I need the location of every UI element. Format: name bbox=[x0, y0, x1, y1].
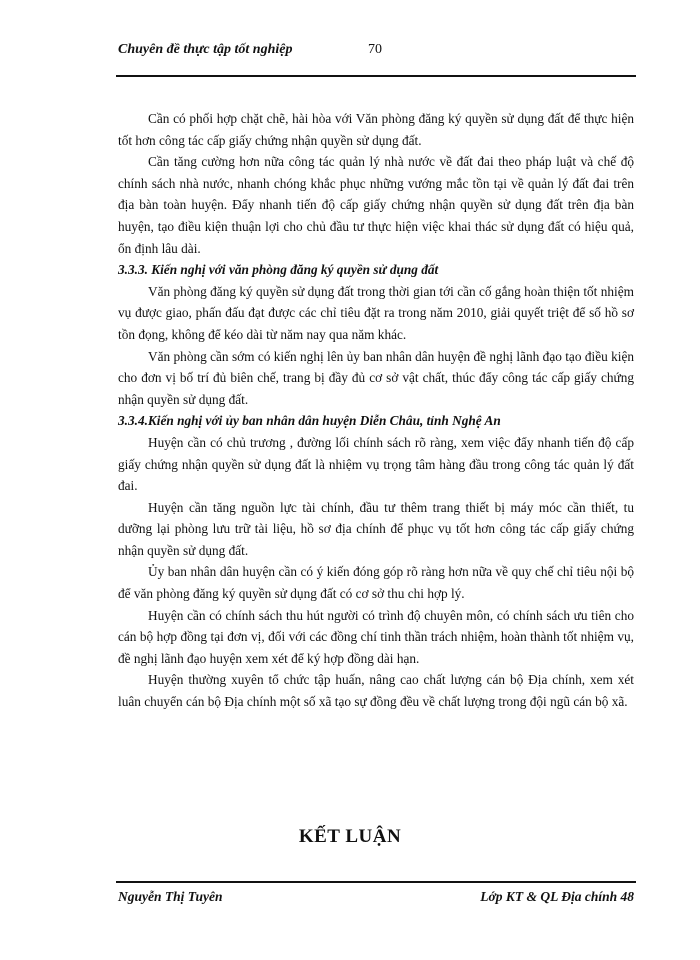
paragraph: Huyện cần có chủ trương , đường lối chính sách rõ ràng, xem việc đẩy nhanh tiến độ cấp giấy chứng nhận quyền sử dụng đất là nhiệm vụ trọng tâm hàng đầu trong công tác quản lý đất đai. bbox=[118, 434, 634, 494]
paragraph: Huyện cần tăng nguồn lực tài chính, đầu tư thêm trang thiết bị máy móc cần thiết, tu dưỡng lại phòng lưu trữ tài liệu, hồ sơ địa chính để phục vụ tốt hơn công tác cấp giấy chứng nhận quyền sử dụng đất. bbox=[118, 499, 634, 558]
document-body bbox=[118, 108, 634, 713]
header-title: Chuyên đề thực tập tốt nghiệp bbox=[118, 42, 293, 57]
section-heading-3-3-3: 3.3.3. Kiến nghị với văn phòng đăng ký quyền sử dụng đất bbox=[118, 262, 439, 278]
paragraph: Cần có phối hợp chặt chẽ, hài hòa với Văn phòng đăng ký quyền sử dụng đất để thực hiện tốt hơn công tác cấp giấy chứng nhận quyền sử dụng đất. bbox=[118, 111, 634, 148]
footer-author: Nguyễn Thị Tuyên bbox=[118, 889, 223, 904]
footer-rule bbox=[116, 881, 636, 883]
footer-class: Lớp KT & QL Địa chính 48 bbox=[480, 889, 634, 904]
paragraph: Huyện cần có chính sách thu hút người có trình độ chuyên môn, có chính sách ưu tiên cho cán bộ hợp đồng tại đơn vị, đối với các đồng chí tinh thần trách nhiệm, hoàn thành tốt nhiệm vụ, đề nghị lãnh đạo huyện xem xét để ký hợp đồng dài hạn. bbox=[118, 607, 634, 666]
paragraph: Văn phòng đăng ký quyền sử dụng đất trong thời gian tới cần cố gắng hoàn thiện tốt nhiệm vụ được giao, phấn đấu đạt được các chỉ tiêu đặt ra trong năm 2010, giải quyết triệt để số hồ sơ tồn đọng, không để kéo dài từ năm nay qua năm khác. bbox=[118, 283, 634, 342]
conclusion-heading: KẾT LUẬN bbox=[298, 826, 402, 847]
page-number: 70 bbox=[368, 42, 382, 57]
paragraph: Huyện thường xuyên tổ chức tập huấn, nâng cao chất lượng cán bộ Địa chính, xem xét luân chuyển cán bộ Địa chính một số xã tạo sự đồng đều về chất lượng trong đội ngũ cán bộ xã. bbox=[118, 672, 634, 710]
header-rule bbox=[116, 75, 636, 77]
paragraph: Ủy ban nhân dân huyện cần có ý kiến đóng góp rõ ràng hơn nữa về quy chế chỉ tiêu nội bộ để văn phòng đăng ký quyền sử dụng đất có cơ sở thu chi hợp lý. bbox=[118, 564, 634, 602]
paragraph: Văn phòng cần sớm có kiến nghị lên ủy ban nhân dân huyện đề nghị lãnh đạo tạo điều kiện cho đơn vị bố trí đủ biên chế, trang bị đầy đủ cơ sở vật chất, thúc đẩy công tác cấp giấy chứng nhận quyền sử dụng đất. bbox=[118, 348, 634, 407]
paragraph: Cần tăng cường hơn nữa công tác quản lý nhà nước về đất đai theo pháp luật và chế độ chính sách nhà nước, nhanh chóng khắc phục những vướng mắc tồn tại về quản lý đất đai trên địa bàn toàn huyện. Đẩy nhanh tiến độ cấp giấy chứng nhận quyền sử dụng đất trên địa bàn huyện, tạo điều kiện thuận lợi cho chủ đầu tư thực hiện việc khai thác sử dụng đất có hiệu quả, ổn định lâu dài. bbox=[118, 154, 634, 256]
section-heading-3-3-4: 3.3.4.Kiến nghị với ủy ban nhân dân huyện Diễn Châu, tỉnh Nghệ An bbox=[118, 413, 501, 429]
